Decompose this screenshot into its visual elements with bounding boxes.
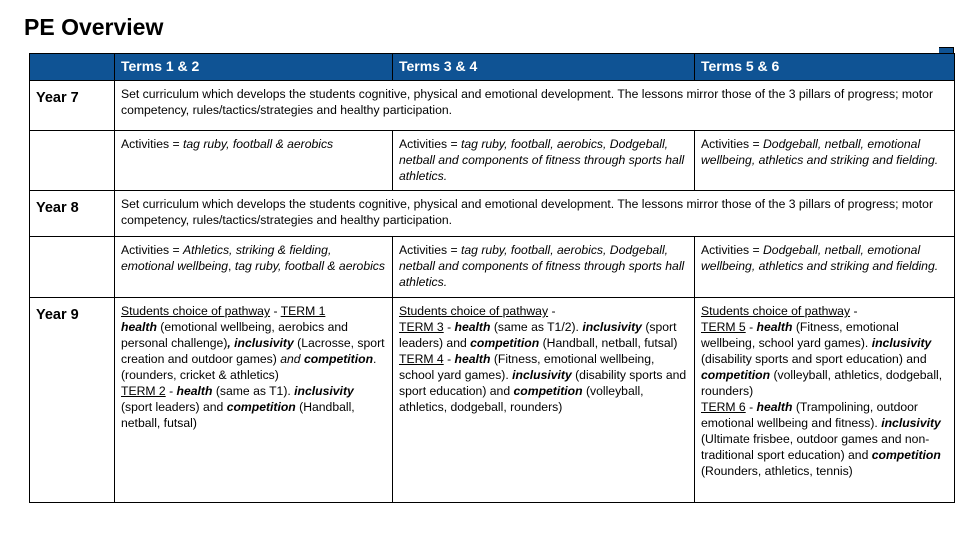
keyword-health: health <box>756 320 793 334</box>
keyword-health: health <box>121 320 157 334</box>
header-terms-1-2: Terms 1 & 2 <box>115 54 393 81</box>
pe-overview-table <box>29 53 955 503</box>
term-3-label: TERM 3 <box>399 320 444 334</box>
keyword-competition: competition <box>470 336 540 350</box>
year9-pathway-t34 <box>393 298 695 503</box>
keyword-health: health <box>756 400 793 414</box>
term-6-label: TERM 6 <box>701 400 746 414</box>
health-detail: (same as T1). <box>212 384 295 398</box>
competition-detail: (Handball, netball, futsal) <box>121 400 355 430</box>
keyword-competition: competition <box>871 448 941 462</box>
empty-year-cell <box>30 131 115 191</box>
dash: - <box>745 400 757 414</box>
activities-prefix: Activities = <box>121 137 183 151</box>
competition-detail: (volleyball, athletics, dodgeball, rounders) <box>399 384 644 414</box>
table-row-year8-curriculum <box>30 191 955 237</box>
inclusivity-detail: (disability sports and sport education) and <box>399 368 687 398</box>
dash: - <box>745 320 757 334</box>
keyword-competition: competition <box>226 400 296 414</box>
keyword-health: health <box>454 352 491 366</box>
activities-list: Dodgeball, netball, emotional wellbeing, athletics and striking and fielding. <box>701 243 939 273</box>
activities-prefix: Activities = <box>399 243 461 257</box>
activities-list: tag ruby, football & aerobics <box>182 137 334 151</box>
competition-detail: (Handball, netball, futsal) <box>539 336 678 350</box>
inclusivity-detail: (sport leaders) and <box>121 400 227 414</box>
pathway-label: Students choice of pathway <box>701 304 851 318</box>
keyword-inclusivity: inclusivity <box>871 336 932 350</box>
inclusivity-detail: (Ultimate frisbee, outdoor games and non-traditional sport education) and <box>701 432 930 462</box>
year8-activities-t34 <box>393 237 695 298</box>
and-text: and <box>280 352 301 366</box>
activities-list: tag ruby, football, aerobics, Dodgeball, netball and components of fitness through sports hall athletics. <box>399 243 685 289</box>
keyword-inclusivity: inclusivity <box>881 416 941 430</box>
term-4-label: TERM 4 <box>399 352 444 366</box>
activities-list: tag ruby, football, aerobics, Dodgeball, netball and components of fitness through sports hall athletics. <box>399 137 685 183</box>
activities-list-b: tag ruby, football & aerobics <box>234 259 385 273</box>
term-5-label: TERM 5 <box>701 320 746 334</box>
table-row-year7-activities <box>30 131 955 191</box>
year-label-8: Year 8 <box>30 191 115 237</box>
health-detail: (Fitness, emotional wellbeing, school yard games). <box>399 352 655 382</box>
table-row-year7-curriculum <box>30 81 955 131</box>
year7-activities-t34 <box>393 131 695 191</box>
dash: - <box>270 304 281 318</box>
activities-prefix: Activities = <box>399 137 461 151</box>
health-detail: (emotional wellbeing, aerobics and personal challenge) <box>121 320 348 350</box>
activities-prefix: Activities = <box>701 243 763 257</box>
dash: - <box>165 384 177 398</box>
health-detail: (same as T1/2). <box>490 320 583 334</box>
health-detail: (Fitness, emotional wellbeing, school yard games). <box>701 320 899 350</box>
keyword-competition: competition <box>701 368 771 382</box>
activities-prefix: Activities = <box>121 243 183 257</box>
term-1-label: TERM 1 <box>280 304 326 318</box>
pathway-label: Students choice of pathway <box>399 304 549 318</box>
comma: , <box>227 336 235 350</box>
keyword-inclusivity: inclusivity <box>294 384 354 398</box>
page-title: PE Overview <box>24 14 164 40</box>
header-cell-empty <box>30 54 115 81</box>
health-detail: (Trampolining, outdoor emotional wellbeing and fitness). <box>701 400 918 430</box>
dash: - <box>443 320 455 334</box>
dash: - <box>850 304 858 318</box>
competition-detail: (volleyball, athletics, dodgeball, rounders) <box>701 368 943 398</box>
dash: - <box>548 304 556 318</box>
empty-year-cell <box>30 237 115 298</box>
pathway-label: Students choice of pathway <box>121 304 271 318</box>
year9-pathway-t12 <box>115 298 393 503</box>
activities-prefix: Activities = <box>701 137 763 151</box>
table-row-year9 <box>30 298 955 503</box>
activities-list: Dodgeball, netball, emotional wellbeing, athletics and striking and fielding. <box>701 137 939 167</box>
keyword-inclusivity: inclusivity <box>582 320 642 334</box>
year8-activities-t12 <box>115 237 393 298</box>
year9-pathway-t56 <box>695 298 955 503</box>
inclusivity-detail: (sport leaders) and <box>399 320 677 350</box>
keyword-health: health <box>454 320 491 334</box>
dash: - <box>443 352 455 366</box>
year-label-9: Year 9 <box>30 298 115 503</box>
table-header-row <box>30 54 955 81</box>
activities-list-a: Athletics, striking & fielding, emotional wellbeing <box>121 243 332 273</box>
competition-detail: (Rounders, athletics, tennis) <box>701 464 853 478</box>
year7-activities-t56 <box>695 131 955 191</box>
inclusivity-detail: (Lacrosse, sport creation and outdoor games) <box>121 336 385 366</box>
year7-curriculum: Set curriculum which develops the students cognitive, physical and emotional development. The lessons mirror those of the 3 pillars of progress; motor competency, rules/tactics/strategies and healthy participation. <box>115 81 955 131</box>
inclusivity-detail: (disability sports and sport education) and <box>701 352 927 366</box>
table-row-year8-activities <box>30 237 955 298</box>
keyword-competition: competition <box>513 384 583 398</box>
keyword-inclusivity: inclusivity <box>512 368 572 382</box>
year-label-7: Year 7 <box>30 81 115 131</box>
keyword-inclusivity: inclusivity <box>234 336 294 350</box>
year7-activities-t12 <box>115 131 393 191</box>
keyword-health: health <box>176 384 213 398</box>
header-terms-3-4: Terms 3 & 4 <box>393 54 695 81</box>
keyword-competition: competition <box>303 352 374 366</box>
competition-detail: .(rounders, cricket & athletics) <box>121 352 377 382</box>
year8-curriculum: Set curriculum which develops the students cognitive, physical and emotional development. The lessons mirror those of the 3 pillars of progress; motor competency, rules/tactics/strategies and healthy participation. <box>115 191 955 237</box>
activities-separator: , <box>228 259 235 273</box>
term-2-label: TERM 2 <box>121 384 166 398</box>
year8-activities-t56 <box>695 237 955 298</box>
header-terms-5-6: Terms 5 & 6 <box>695 54 955 81</box>
